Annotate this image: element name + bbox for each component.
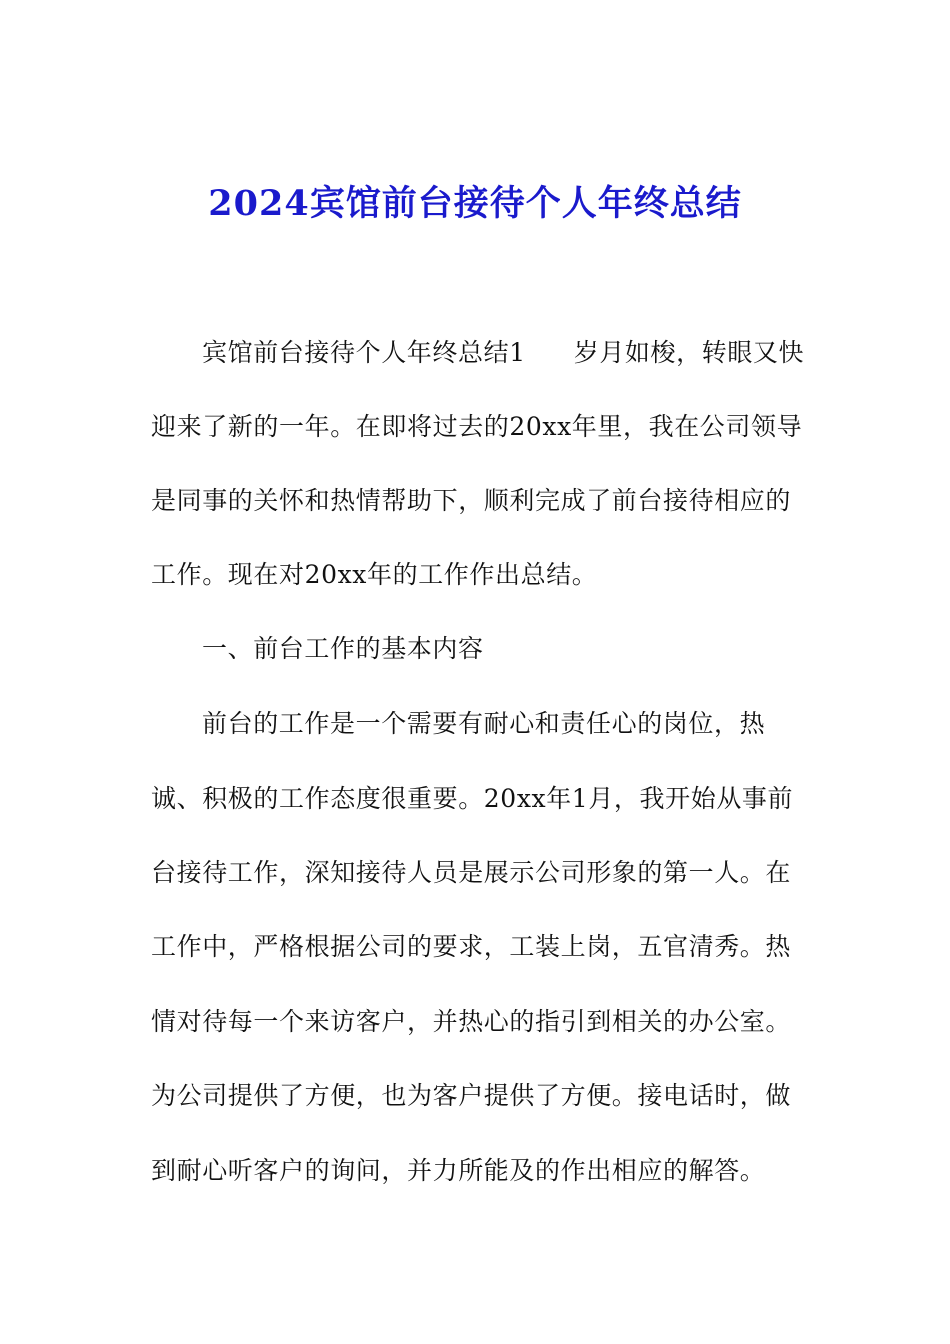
section-heading: 一、前台工作的基本内容 [202, 634, 484, 663]
paragraph-line: 到耐心听客户的询问，并力所能及的作出相应的解答。 [151, 1156, 766, 1185]
paragraph-line: 台接待工作，深知接待人员是展示公司形象的第一人。在 [151, 858, 792, 887]
paragraph-line: 为公司提供了方便，也为客户提供了方便。接电话时，做 [151, 1081, 792, 1110]
paragraph-text: 岁月如梭，转眼又快 [573, 338, 805, 367]
paragraph-line: 诚、积极的工作态度很重要。20xx年1月，我开始从事前 [151, 784, 794, 813]
section-heading-inline: 宾馆前台接待个人年终总结1 [202, 338, 526, 367]
paragraph-line: 情对待每一个来访客户，并热心的指引到相关的办公室。 [151, 1007, 792, 1036]
paragraph-line [202, 333, 862, 373]
document-title: 2024宾馆前台接待个人年终总结 [208, 183, 742, 224]
paragraph-line: 工作中，严格根据公司的要求，工装上岗，五官清秀。热 [151, 932, 792, 961]
paragraph-line: 迎来了新的一年。在即将过去的20xx年里，我在公司领导 [151, 412, 803, 441]
paragraph-line: 是同事的关怀和热情帮助下，顺利完成了前台接待相应的 [151, 486, 792, 515]
paragraph-line: 前台的工作是一个需要有耐心和责任心的岗位，热 [202, 709, 766, 738]
paragraph-line: 工作。现在对20xx年的工作作出总结。 [151, 560, 598, 589]
